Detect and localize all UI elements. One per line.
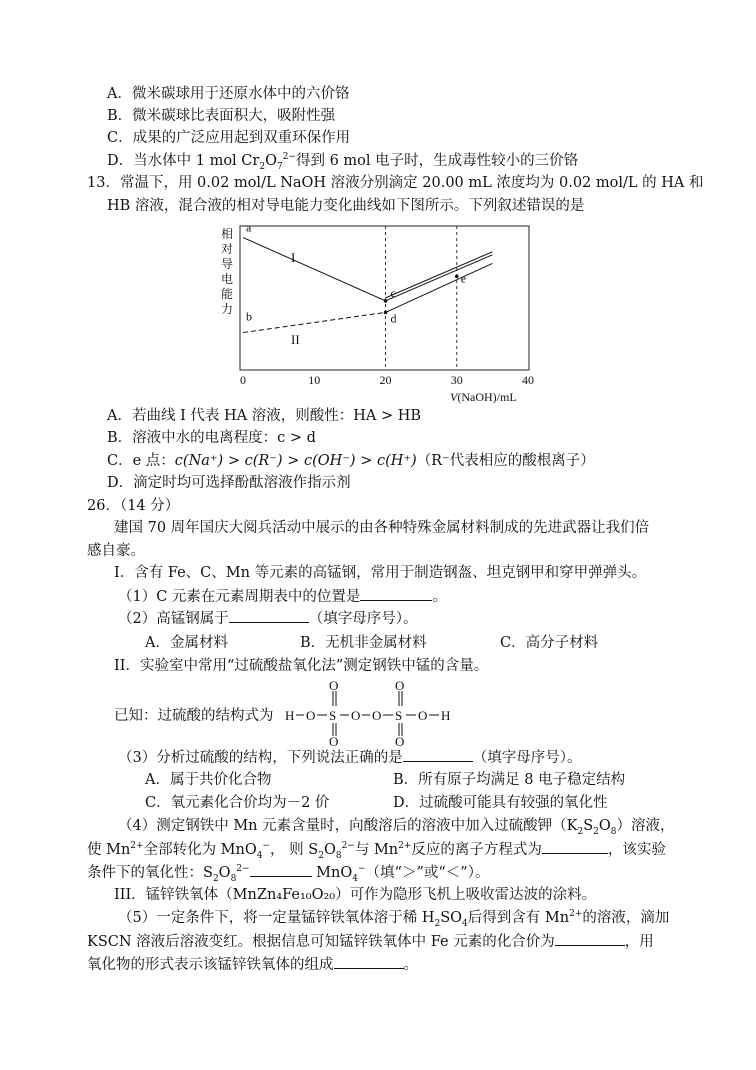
x-tick-label: 30 bbox=[450, 373, 463, 387]
atom-o-bottom-right: O bbox=[395, 734, 405, 746]
y-label-char: 电 bbox=[220, 272, 234, 286]
y-label-char: 能 bbox=[220, 287, 234, 301]
q3-option-a: A．属于共价化合物 bbox=[145, 772, 272, 788]
atom-o: O bbox=[306, 708, 316, 723]
atom-o: O bbox=[351, 708, 361, 723]
conductivity-chart bbox=[215, 222, 535, 407]
q26-q1: （1）C 元素在元素周期表中的位置是 。 bbox=[118, 586, 447, 607]
atom-h-right: H bbox=[441, 708, 451, 723]
q26-part2: II．实验室中常用“过硫酸盐氧化法”测定钢铁中锰的含量。 bbox=[114, 658, 489, 674]
q12-option-c: C．成果的广泛应用起到双重环保作用 bbox=[107, 130, 351, 146]
point-e-label: e bbox=[460, 271, 467, 286]
q26-q5-line1: （5）一定条件下，将一定量锰锌铁氧体溶于稀 $H_2SO_4$后得到含有 $Mn^{2+}$的溶液，滴加 bbox=[118, 909, 670, 929]
q2-option-c: C．高分子材料 bbox=[500, 635, 599, 651]
q26-part3: III．锰锌铁氧体（MnZn₄Fe₁₀O₂₀）可作为隐形飞机上吸收雷达波的涂料。 bbox=[114, 887, 597, 903]
atom-s-left: S bbox=[329, 708, 337, 723]
atom-o: O bbox=[418, 708, 428, 723]
plot-frame bbox=[240, 226, 529, 370]
q1-answer-blank[interactable] bbox=[360, 586, 432, 601]
x-axis-label: V(NaOH)/mL bbox=[450, 390, 517, 404]
q4-compare-blank[interactable] bbox=[250, 862, 312, 877]
atom-o-top-left: O bbox=[329, 680, 339, 693]
atom-s-right: S bbox=[395, 708, 403, 723]
atom-o-top-right: O bbox=[395, 680, 405, 693]
q3-option-b: B．所有原子均满足 8 电子稳定结构 bbox=[393, 772, 626, 788]
point-c-marker bbox=[384, 299, 388, 303]
atom-h-left: H bbox=[285, 708, 295, 723]
q26-q2: （2）高锰钢属于 （填字母序号）。 bbox=[118, 608, 417, 629]
q26-q5-line2: KSCN 溶液后溶液变红。根据信息可知锰锌铁氧体中 Fe 元素的化合价为 ，用 bbox=[87, 931, 654, 952]
q13-option-b: B．溶液中水的电离程度：c > d bbox=[107, 430, 316, 446]
persulfuric-acid-structure bbox=[283, 680, 483, 746]
q26-intro-line1: 建国 70 周年国庆大阅兵活动中展示的由各种特殊金属材料制成的先进武器让我们倍 bbox=[114, 520, 650, 536]
x-tick-label: 0 bbox=[240, 373, 246, 387]
point-a-label: a bbox=[246, 222, 252, 235]
atom-o: O bbox=[372, 708, 382, 723]
series-i-upper-branch bbox=[386, 252, 493, 298]
series-ii-dashed-segment bbox=[243, 309, 386, 332]
q3-option-c: C．氧元素化合价均为－2 价 bbox=[145, 795, 330, 811]
q5-oxide-blank[interactable] bbox=[334, 954, 404, 969]
q3-answer-blank[interactable] bbox=[403, 747, 473, 762]
point-e-marker bbox=[455, 275, 459, 279]
q5-valence-blank[interactable] bbox=[555, 931, 625, 946]
q2-option-a: A．金属材料 bbox=[145, 635, 228, 651]
y-label-char: 对 bbox=[220, 242, 234, 256]
q26-q4-line2: 使 $Mn^{2+}$全部转化为 MnO$_4$−， 则 $S_2O_8^{2-}$与 $Mn^{2+}$反应的离子方程式为 ，该实验 bbox=[87, 839, 666, 860]
x-tick-label: 40 bbox=[522, 373, 534, 387]
point-d-label: d bbox=[390, 311, 397, 326]
point-c-label: c bbox=[390, 285, 396, 300]
q12-option-b: B．微米碳球比表面积大，吸附性强 bbox=[107, 108, 336, 124]
q13-stem-line1: 13．常温下，用 0.02 mol/L NaOH 溶液分别滴定 20.00 mL 浓度均为 0.02 mol/L 的 HA 和 bbox=[87, 175, 704, 191]
series-ii-solid-segment bbox=[386, 263, 493, 312]
q26-known: 已知：过硫酸的结构式为 bbox=[114, 708, 274, 724]
series-i-line bbox=[243, 238, 492, 301]
curve-label-i: I bbox=[291, 250, 296, 265]
y-label-char: 相 bbox=[220, 227, 234, 241]
point-b-label: b bbox=[246, 309, 252, 324]
q13-option-c: C．e 点：c(Na⁺) > c(R⁻) > c(OH⁻) > c(H⁺)（R⁻代表相应的酸根离子） bbox=[107, 453, 595, 469]
q13-option-d: D．滴定时均可选择酚酞溶液作指示剂 bbox=[107, 475, 351, 491]
q13-option-a: A．若曲线 I 代表 HA 溶液，则酸性：HA > HB bbox=[107, 408, 422, 424]
curve-label-ii: II bbox=[291, 332, 300, 347]
q26-intro-line2: 感自豪。 bbox=[87, 543, 145, 559]
q2-option-b: B．无机非金属材料 bbox=[300, 635, 427, 651]
q26-header: 26．（14 分） bbox=[87, 498, 180, 514]
x-tick-label: 20 bbox=[379, 373, 392, 387]
y-label-char: 力 bbox=[220, 302, 234, 316]
q4-equation-blank[interactable] bbox=[542, 839, 608, 854]
q3-option-d: D．过硫酸可能具有较强的氧化性 bbox=[393, 795, 608, 811]
q26-q5-line3: 氧化物的形式表示该锰锌铁氧体的组成 。 bbox=[87, 954, 418, 975]
q2-answer-blank[interactable] bbox=[229, 608, 309, 623]
q26-q3: （3）分析过硫酸的结构，下列说法正确的是 （填字母序号）。 bbox=[118, 747, 581, 768]
point-d-marker bbox=[384, 311, 388, 315]
x-tick-label: 10 bbox=[308, 373, 321, 387]
atom-o-bottom-left: O bbox=[329, 734, 339, 746]
q26-q4-line1: （4）测定钢铁中 Mn 元素含量时，向酸溶后的溶液中加入过硫酸钾$(K_2S_2O_8)$溶液， bbox=[118, 818, 675, 837]
q13-stem-line2: HB 溶液，混合液的相对导电能力变化曲线如下图所示。下列叙述错误的是 bbox=[107, 198, 585, 214]
y-label-char: 导 bbox=[220, 257, 234, 271]
q26-q4-line3: 条件下的氧化性：$S_2O_8^{2-}$ MnO$_4$−（填“＞”或“＜”）。 bbox=[87, 862, 489, 883]
q12-option-a: A．微米碳球用于还原水体中的六价铬 bbox=[107, 86, 350, 102]
q26-part1: I．含有 Fe、C、Mn 等元素的高锰钢，常用于制造钢盔、坦克钢甲和穿甲弹弹头。 bbox=[114, 565, 647, 581]
y-axis-label bbox=[221, 226, 233, 316]
q12-option-d: D．当水体中 1 mol $Cr_2O_7^{2-}$得到 6 mol 电子时，生成毒性较小的三价铬 bbox=[107, 152, 579, 172]
